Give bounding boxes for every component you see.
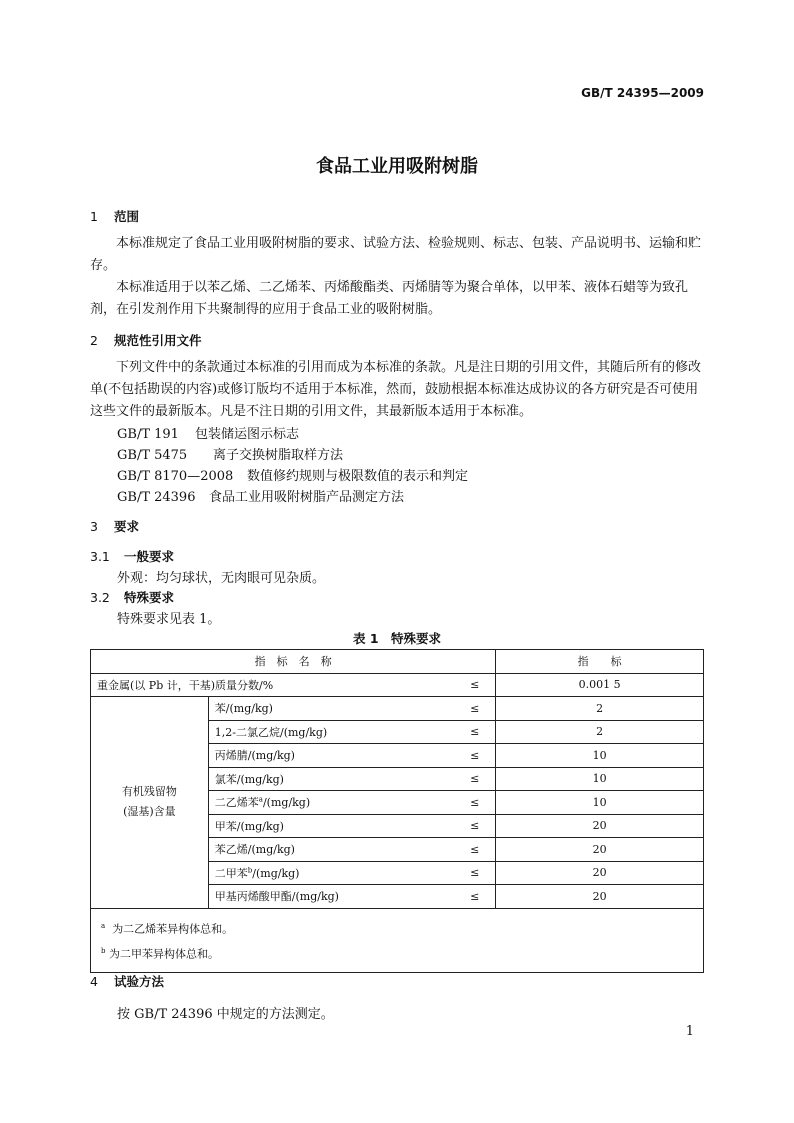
footnote-a bbox=[101, 915, 693, 941]
row-name-cell: 重金属(以 Pb 计，干基)质量分数/% bbox=[91, 673, 436, 697]
row-name-cell: 苯乙烯/(mg/kg) bbox=[208, 838, 436, 862]
footnote-a-marker: a bbox=[101, 921, 106, 930]
row-value-cell: 10 bbox=[496, 767, 704, 791]
section-3-1-title: 一般要求 bbox=[124, 549, 175, 564]
reference-title: 包装储运图示标志 bbox=[195, 427, 300, 442]
row-value-cell: 20 bbox=[496, 838, 704, 862]
reference-title: 数值修约规则与极限数值的表示和判定 bbox=[247, 469, 469, 484]
header-item-cell: 指 标 名 称 bbox=[91, 650, 496, 674]
row-value-cell: 20 bbox=[496, 885, 704, 909]
section-4-heading bbox=[90, 972, 164, 990]
section-4-number: 4 bbox=[90, 974, 98, 989]
footnote-b bbox=[101, 940, 693, 966]
section-1-title: 范围 bbox=[114, 209, 140, 224]
section-3-heading bbox=[90, 517, 139, 535]
section-3-1-heading bbox=[90, 547, 174, 565]
group-label-line: (湿基)含量 bbox=[123, 805, 176, 819]
row-name-cell bbox=[208, 791, 436, 815]
row-operator-cell: ≤ bbox=[436, 720, 496, 744]
row-value-cell: 0.001 5 bbox=[496, 673, 704, 697]
section-3-1-number: 3.1 bbox=[90, 549, 110, 564]
row-name-cell: 1,2-二氯乙烷/(mg/kg) bbox=[208, 720, 436, 744]
section-3-2-text: 特殊要求见表 1。 bbox=[117, 612, 221, 627]
row-operator-cell: ≤ bbox=[436, 814, 496, 838]
section-1-number: 1 bbox=[90, 209, 98, 224]
reference-code: GB/T 191 bbox=[117, 427, 179, 442]
group-label-cell bbox=[91, 697, 209, 909]
footnote-a-text: 为二乙烯苯异构体总和。 bbox=[112, 922, 234, 936]
section-2-title: 规范性引用文件 bbox=[114, 333, 202, 348]
table-1 bbox=[90, 649, 704, 973]
group-label-line: 有机残留物 bbox=[121, 785, 177, 799]
row-operator-cell: ≤ bbox=[436, 838, 496, 862]
row-name-unit: /(mg/kg) bbox=[252, 866, 300, 880]
table-footnotes bbox=[91, 908, 704, 972]
table-footnote-row bbox=[91, 908, 704, 972]
page-number: 1 bbox=[685, 1024, 694, 1039]
row-name-cell bbox=[208, 861, 436, 885]
row-operator-cell: ≤ bbox=[436, 861, 496, 885]
row-operator-cell: ≤ bbox=[436, 673, 496, 697]
row-value-cell: 20 bbox=[496, 861, 704, 885]
row-name-text: 二乙烯苯 bbox=[214, 796, 259, 810]
row-operator-cell: ≤ bbox=[436, 767, 496, 791]
section-3-title: 要求 bbox=[114, 519, 140, 534]
section-3-2-title: 特殊要求 bbox=[124, 590, 175, 605]
row-name-cell: 丙烯腈/(mg/kg) bbox=[208, 744, 436, 768]
row-operator-cell: ≤ bbox=[436, 697, 496, 721]
section-1-paragraph-1: 本标准规定了食品工业用吸附树脂的要求、试验方法、检验规则、标志、包装、产品说明书、运输和贮存。 bbox=[90, 236, 702, 273]
section-4-title: 试验方法 bbox=[114, 974, 165, 989]
section-1-paragraph-2: 本标准适用于以苯乙烯、二乙烯苯、丙烯酸酯类、丙烯腈等为聚合单体，以甲苯、液体石蜡等为致孔剂，在引发剂作用下共聚制得的应用于食品工业的吸附树脂。 bbox=[90, 280, 689, 317]
footnote-b-text: 为二甲苯异构体总和。 bbox=[108, 947, 219, 961]
row-value-cell: 10 bbox=[496, 791, 704, 815]
document-title: 食品工业用吸附树脂 bbox=[316, 156, 478, 177]
table-1-caption: 表 1 特殊要求 bbox=[352, 631, 442, 646]
row-name-text: 二甲苯 bbox=[214, 866, 248, 880]
row-name-cell: 苯/(mg/kg) bbox=[208, 697, 436, 721]
section-3-2-heading bbox=[90, 588, 174, 606]
footnote-b-marker: b bbox=[101, 947, 106, 956]
header-value-cell: 指 标 bbox=[496, 650, 704, 674]
row-name-cell: 甲基丙烯酸甲酯/(mg/kg) bbox=[208, 885, 436, 909]
reference-code: GB/T 8170—2008 bbox=[117, 469, 234, 484]
table-header-row bbox=[91, 650, 704, 674]
row-operator-cell: ≤ bbox=[436, 791, 496, 815]
row-name-cell: 甲苯/(mg/kg) bbox=[208, 814, 436, 838]
table-row bbox=[91, 697, 704, 721]
reference-code: GB/T 24396 bbox=[117, 490, 196, 505]
reference-item bbox=[117, 465, 468, 484]
reference-item bbox=[117, 486, 404, 505]
section-4-text: 按 GB/T 24396 中规定的方法测定。 bbox=[117, 1007, 334, 1022]
standard-number: GB/T 24395—2009 bbox=[581, 86, 704, 100]
row-name-unit: /(mg/kg) bbox=[262, 796, 311, 810]
reference-title: 离子交换树脂取样方法 bbox=[213, 448, 344, 463]
section-2-heading bbox=[90, 331, 202, 349]
section-3-number: 3 bbox=[90, 519, 98, 534]
footnote-marker: a bbox=[258, 795, 263, 804]
section-3-2-number: 3.2 bbox=[90, 590, 110, 605]
row-name-cell: 氯苯/(mg/kg) bbox=[208, 767, 436, 791]
section-3-1-text: 外观：均匀球状，无肉眼可见杂质。 bbox=[117, 571, 326, 586]
reference-title: 食品工业用吸附树脂产品测定方法 bbox=[209, 490, 405, 505]
table-row bbox=[91, 673, 704, 697]
section-1-heading bbox=[90, 207, 139, 225]
section-2-paragraph: 下列文件中的条款通过本标准的引用而成为本标准的条款。凡是注日期的引用文件，其随后所有的修改单(不包括勘误的内容)或修订版均不适用于本标准，然而，鼓励根据本标准达成协议的各方研究是否可使用这些文件的最新版本。凡是不注日期的引用文件，其最新版本适用于本标准。 bbox=[90, 360, 702, 419]
footnote-marker: b bbox=[247, 866, 253, 875]
reference-item bbox=[117, 423, 299, 442]
row-value-cell: 2 bbox=[496, 720, 704, 744]
row-value-cell: 2 bbox=[496, 697, 704, 721]
reference-item bbox=[117, 444, 343, 463]
row-operator-cell: ≤ bbox=[436, 744, 496, 768]
reference-code: GB/T 5475 bbox=[117, 448, 188, 463]
section-2-number: 2 bbox=[90, 333, 98, 348]
row-value-cell: 20 bbox=[496, 814, 704, 838]
row-value-cell: 10 bbox=[496, 744, 704, 768]
row-operator-cell: ≤ bbox=[436, 885, 496, 909]
